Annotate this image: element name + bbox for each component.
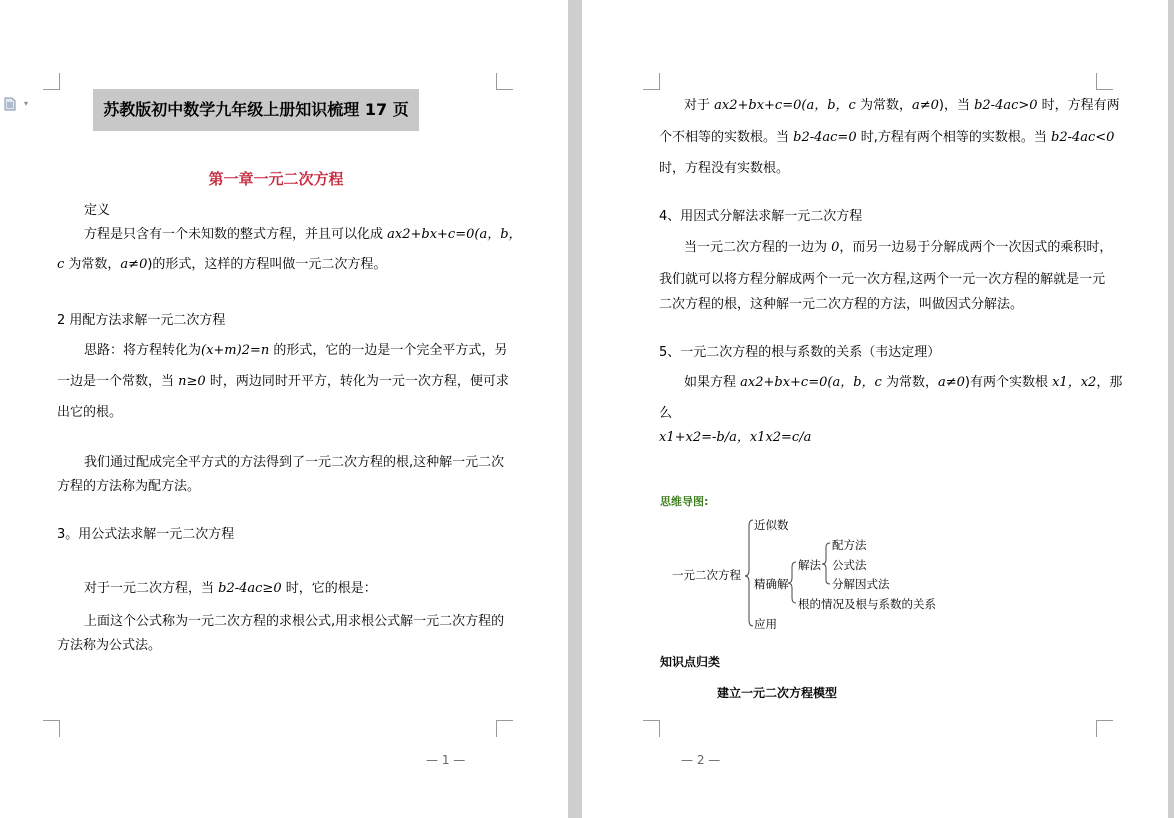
section-2-line-1: 思路：将方程转化为(x+m)2=n 的形式，它的一边是一个完全平方式，另 — [84, 343, 508, 358]
section-4-line-3: 二次方程的根，这种解一元二次方程的方法，叫做因式分解法。 — [659, 297, 1024, 312]
section-2-para-2-line-2: 方程的方法称为配方法。 — [57, 479, 201, 494]
document-icon[interactable] — [4, 97, 17, 111]
section-5-line-1: 如果方程 ax2+bx+c=0(a，b，c 为常数，a≠0)有两个实数根 x1，x2，那 — [684, 375, 1123, 390]
mindmap-heading: 思维导图: — [660, 495, 709, 508]
crop-mark — [496, 73, 513, 90]
document-title: 苏教版初中数学九年级上册知识梳理 17 页 — [93, 89, 419, 131]
mindmap-approx: 近似数 — [754, 518, 789, 532]
knowledge-subheading: 建立一元二次方程模型 — [717, 686, 838, 700]
section-2-para-2-line-1: 我们通过配成完全平方式的方法得到了一元二次方程的根,这种解一元二次 — [84, 455, 505, 470]
section-3-para-2-line-1: 上面这个公式称为一元二次方程的求根公式,用求根公式解一元二次方程的 — [84, 614, 505, 629]
mindmap-exact: 精确解 — [754, 577, 789, 591]
right-edge — [1168, 0, 1174, 818]
discriminant-line-3: 时，方程没有实数根。 — [659, 161, 790, 176]
mindmap-method-3: 分解因式法 — [832, 577, 890, 591]
page-number: — 2 — — [681, 753, 721, 767]
chapter-title: 第一章一元二次方程 — [208, 170, 344, 188]
page-2 — [582, 0, 1168, 818]
section-4-line-1: 当一元二次方程的一边为 0，而另一边易于分解成两个一次因式的乘积时， — [684, 240, 1113, 255]
mindmap-braces — [582, 0, 1168, 818]
mindmap-root: 一元二次方程 — [672, 568, 741, 582]
definition-line-2: c 为常数，a≠0)的形式，这样的方程叫做一元二次方程。 — [57, 257, 387, 272]
section-3-heading: 3。用公式法求解一元二次方程 — [57, 527, 235, 542]
section-2-line-3: 出它的根。 — [57, 405, 123, 420]
mindmap-method-2: 公式法 — [832, 558, 867, 572]
knowledge-heading: 知识点归类 — [660, 655, 721, 669]
vieta-formula: x1+x2=-b/a，x1x2=c/a — [659, 430, 812, 445]
mindmap-relation: 根的情况及根与系数的关系 — [798, 597, 936, 611]
page-number: — 1 — — [426, 753, 466, 767]
mindmap-method: 解法 — [798, 558, 821, 572]
crop-mark — [496, 720, 513, 737]
chevron-down-icon[interactable]: ▾ — [24, 99, 29, 108]
crop-mark — [43, 720, 60, 737]
definition-heading: 定义 — [84, 203, 111, 218]
discriminant-line-1: 对于 ax2+bx+c=0(a，b，c 为常数，a≠0)，当 b2-4ac>0 时，方程有两 — [684, 98, 1120, 113]
section-3-para-2-line-2: 方法称为公式法。 — [57, 638, 162, 653]
section-4-line-2: 我们就可以将方程分解成两个一元一次方程,这两个一元一次方程的解就是一元 — [659, 272, 1106, 287]
page-1 — [0, 0, 568, 818]
section-5-heading: 5、一元二次方程的根与系数的关系（韦达定理） — [659, 345, 941, 360]
crop-mark — [43, 73, 60, 90]
section-2-heading: 2 用配方法求解一元二次方程 — [57, 313, 226, 328]
section-5-line-2: 么 — [659, 406, 673, 421]
mindmap-method-1: 配方法 — [832, 538, 867, 552]
page-gap — [568, 0, 582, 818]
discriminant-line-2: 个不相等的实数根。当 b2-4ac=0 时,方程有两个相等的实数根。当 b2-4ac<0 — [659, 130, 1115, 145]
definition-line-1: 方程是只含有一个未知数的整式方程，并且可以化成 ax2+bx+c=0(a，b， — [84, 227, 522, 242]
section-2-line-2: 一边是一个常数，当 n≥0 时，两边同时开平方，转化为一元一次方程，便可求 — [57, 374, 509, 389]
section-4-heading: 4、用因式分解法求解一元二次方程 — [659, 209, 863, 224]
section-3-line-1: 对于一元二次方程，当 b2-4ac≥0 时，它的根是： — [84, 581, 377, 596]
mindmap-apply: 应用 — [754, 617, 777, 631]
